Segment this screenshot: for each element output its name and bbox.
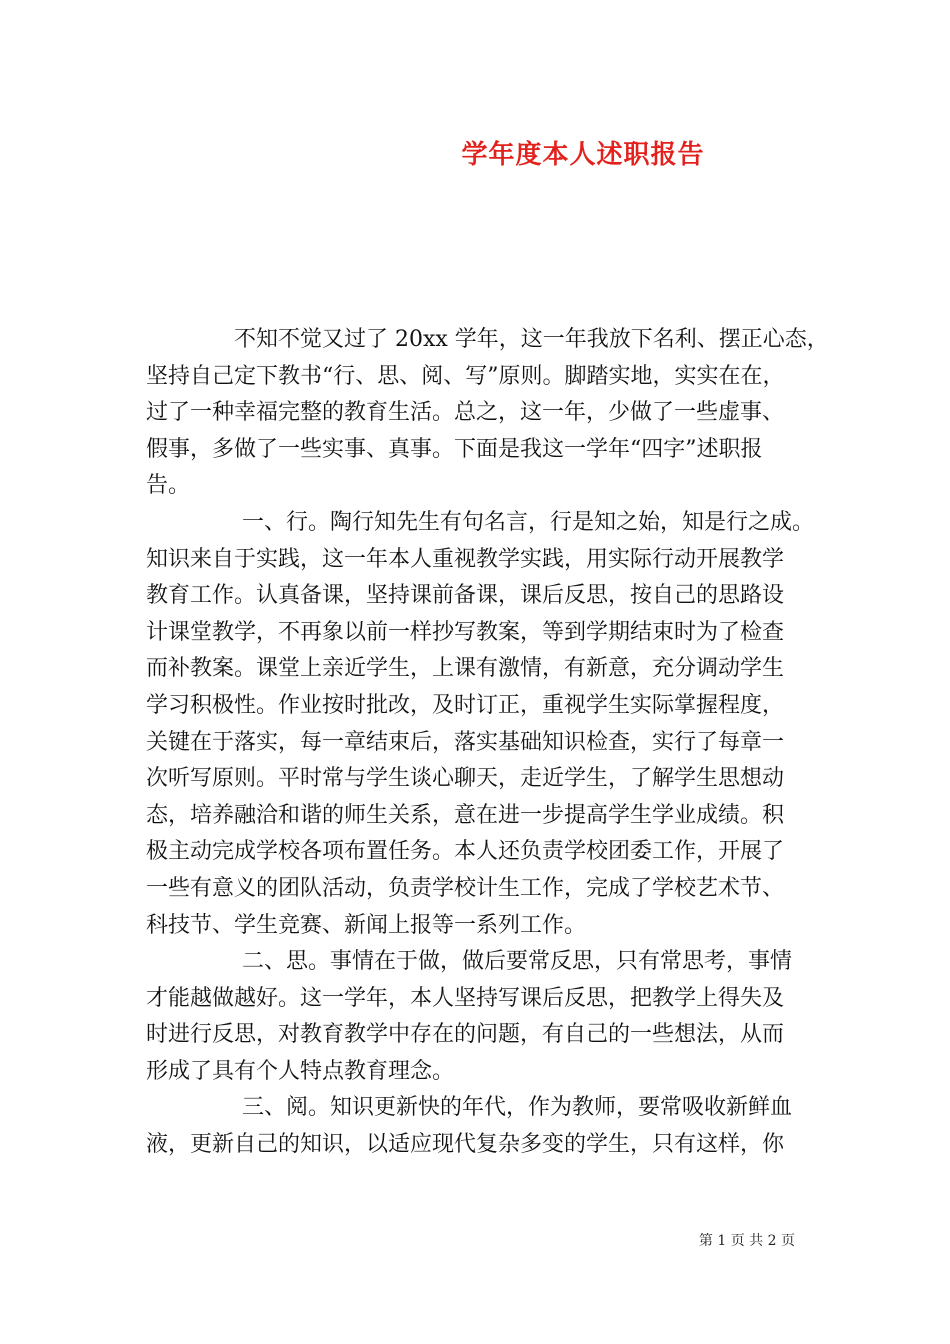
text-line: 科技节、学生竞赛、新闻上报等一系列工作。 — [146, 912, 587, 938]
paragraph — [146, 322, 829, 505]
text-line: 关键在于落实，每一章结束后，落实基础知识检查，实行了每章一 — [146, 729, 785, 755]
text-line: 假事，多做了一些实事、真事。下面是我这一学年“四字”述职报 — [146, 436, 763, 462]
text-line: 形成了具有个人特点教育理念。 — [146, 1058, 455, 1084]
text-line: 教育工作。认真备课，坚持课前备课，课后反思，按自己的思路设 — [146, 583, 785, 609]
paragraph — [146, 505, 816, 944]
text-line: 次听写原则。平时常与学生谈心聊天，走近学生，了解学生思想动 — [146, 766, 785, 792]
paragraph — [146, 1090, 816, 1163]
text-line: 计课堂教学，不再象以前一样抄写教案，等到学期结束时为了检查 — [146, 619, 785, 645]
text-line: 三、阅。知识更新快的年代，作为教师，要常吸收新鲜血 — [242, 1095, 793, 1121]
document-title: 学年度本人述职报告 — [461, 140, 705, 170]
text-line: 态，培养融洽和谐的师生关系，意在进一步提高学生学业成绩。积 — [146, 802, 785, 828]
text-line: 极主动完成学校各项布置任务。本人还负责学校团委工作，开展了 — [146, 839, 785, 865]
page-footer: 第 1 页 共 2 页 — [698, 1233, 795, 1249]
text-line: 一些有意义的团队活动，负责学校计生工作，完成了学校艺术节、 — [146, 875, 785, 901]
text-line: 二、思。事情在于做，做后要常反思，只有常思考，事情 — [242, 949, 793, 975]
text-line: 一、行。陶行知先生有句名言，行是知之始，知是行之成。 — [242, 509, 815, 535]
text-line: 而补教案。课堂上亲近学生，上课有激情，有新意，充分调动学生 — [146, 656, 785, 682]
text-line: 时进行反思，对教育教学中存在的问题，有自己的一些想法，从而 — [146, 1022, 785, 1048]
document-body — [146, 322, 829, 1164]
text-line: 液，更新自己的知识，以适应现代复杂多变的学生，只有这样，你 — [146, 1132, 785, 1158]
text-line: 学习积极性。作业按时批改，及时订正，重视学生实际掌握程度， — [146, 692, 785, 718]
text-line: 知识来自于实践，这一年本人重视教学实践，用实际行动开展教学 — [146, 546, 785, 572]
paragraph — [146, 944, 816, 1090]
text-line: 不知不觉又过了 20xx 学年，这一年我放下名利、摆正心态， — [234, 327, 829, 352]
text-line: 坚持自己定下教书“行、思、阅、写”原则。脚踏实地，实实在在， — [146, 363, 785, 389]
text-line: 才能越做越好。这一学年，本人坚持写课后反思，把教学上得失及 — [146, 985, 785, 1011]
text-line: 过了一种幸福完整的教育生活。总之，这一年，少做了一些虚事、 — [146, 400, 785, 426]
text-line: 告。 — [146, 473, 191, 499]
